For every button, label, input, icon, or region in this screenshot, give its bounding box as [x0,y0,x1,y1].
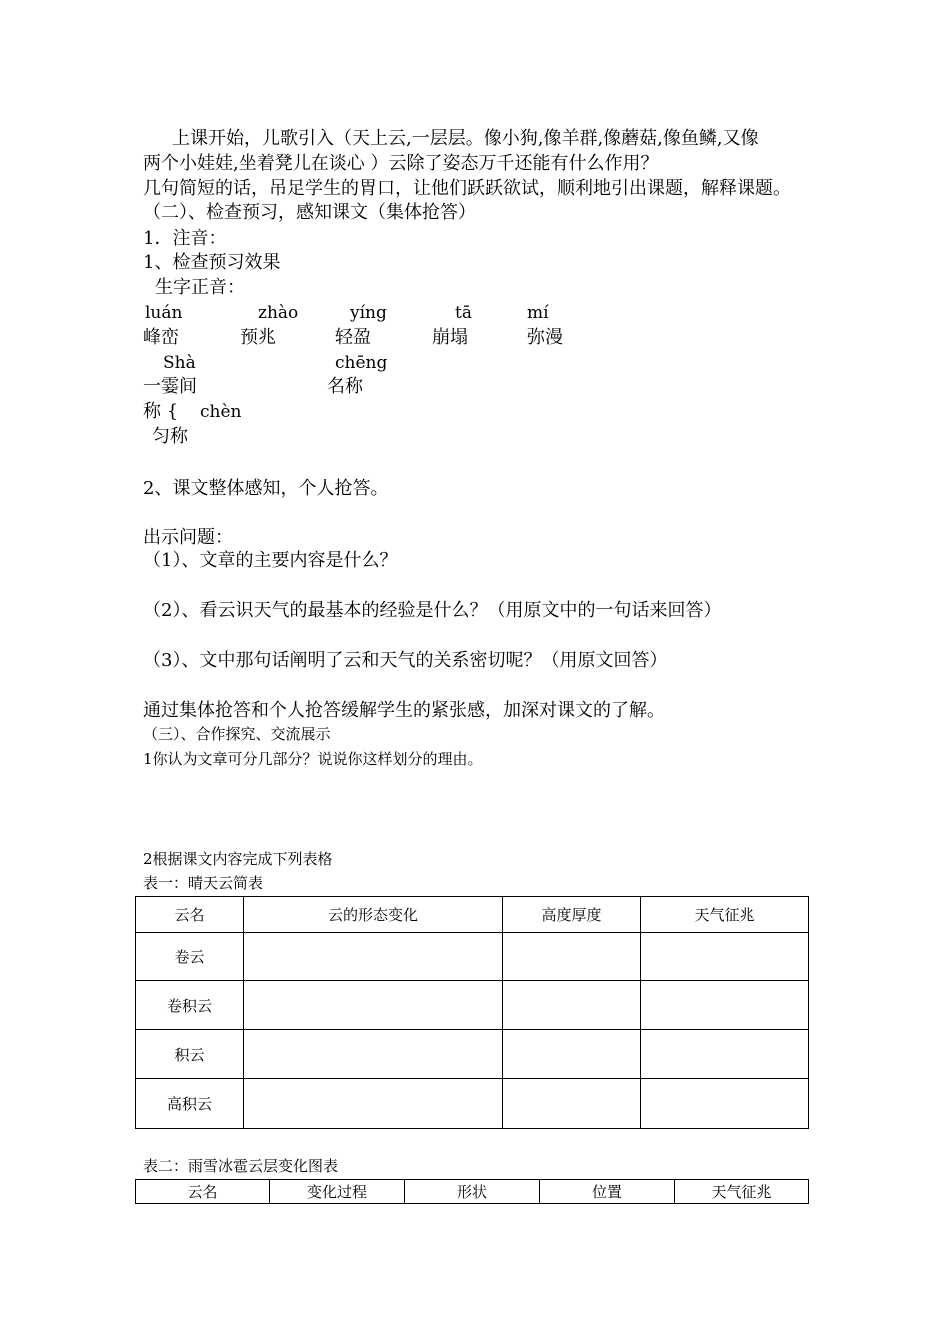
header-cell: 云名 [136,1180,270,1204]
empty-cell [641,981,809,1030]
task-2: 2根据课文内容完成下列表格 [143,850,333,868]
table-row [136,1030,809,1079]
polyphone-brace: 称 { [143,401,179,422]
vocab-word: 轻盈 [335,327,371,348]
pinyin: yíng [350,303,387,323]
pinyin: zhào [258,303,299,323]
vocab-word: 名称 [327,376,363,397]
empty-cell [244,933,503,981]
empty-cell [503,1030,641,1079]
pinyin: mí [527,303,549,323]
vocab-word: 崩塌 [432,327,468,348]
phonetic-item: 1．注音： [143,228,227,249]
section-2-heading: （二）、检查预习，感知课文（集体抢答） [143,202,476,223]
pinyin: chēng [335,353,388,373]
intro-line-2: 两个小娃娃,坐着凳儿在谈心 ）云除了姿态万千还能有什么作用？ [143,153,659,174]
table-precipitation-clouds [135,1179,809,1204]
empty-cell [641,1079,809,1129]
empty-cell [641,933,809,981]
pinyin: Shà [163,353,196,373]
header-cell: 云名 [136,897,244,933]
intro-line-3: 几句简短的话，吊足学生的胃口，让他们跃跃欲试，顺利地引出课题，解释课题。 [143,178,791,199]
table-2-title: 表二：雨雪冰雹云层变化图表 [143,1157,339,1175]
cloud-name-cell: 卷积云 [136,981,244,1030]
empty-cell [503,1079,641,1129]
question: （2）、看云识天气的最基本的经验是什么？（用原文中的一句话来回答） [143,600,722,621]
pinyin: tā [455,303,472,323]
cloud-name-cell: 卷云 [136,933,244,981]
empty-cell [244,1079,503,1129]
table-row [136,981,809,1030]
vocab-word: 一霎间 [143,376,197,397]
empty-cell [244,1030,503,1079]
summary-text: 通过集体抢答和个人抢答缓解学生的紧张感，加深对课文的了解。 [143,700,665,721]
task-1: 1你认为文章可分几部分？说说你这样划分的理由。 [143,750,483,768]
cloud-name-cell: 积云 [136,1030,244,1079]
vocab-word: 弥漫 [527,327,563,348]
pinyin: luán [145,303,183,323]
overall-perception-item: 2、课文整体感知，个人抢答。 [143,478,389,499]
question: （1）、文章的主要内容是什么？ [143,550,398,571]
vocab-word: 预兆 [240,327,276,348]
header-cell: 变化过程 [270,1180,405,1204]
table-sunny-clouds [135,896,809,1129]
preview-check-item: 1、检查预习效果 [143,252,281,273]
header-cell: 云的形态变化 [244,897,503,933]
pinyin: chèn [200,402,242,422]
header-cell: 形状 [405,1180,540,1204]
section-3-heading: （三）、合作探究、交流展示 [143,725,331,743]
questions-heading: 出示问题： [143,527,233,548]
table-1-title: 表一：晴天云简表 [143,874,264,892]
header-cell: 高度厚度 [503,897,641,933]
vocab-word: 匀称 [152,426,188,447]
empty-cell [503,933,641,981]
header-cell: 天气征兆 [641,897,809,933]
intro-line-1: 上课开始，儿歌引入（天上云,一层层。像小狗,像羊群,像蘑菇,像鱼鳞,又像 [172,128,759,149]
character-pronunciation-label: 生字正音： [155,277,245,298]
table-row [136,1079,809,1129]
table-header-row [136,897,809,933]
question: （3）、文中那句话阐明了云和天气的关系密切呢？（用原文回答） [143,650,668,671]
header-cell: 位置 [540,1180,675,1204]
vocab-word: 峰峦 [143,327,179,348]
empty-cell [503,981,641,1030]
empty-cell [244,981,503,1030]
cloud-name-cell: 高积云 [136,1079,244,1129]
header-cell: 天气征兆 [675,1180,809,1204]
table-header-row [136,1180,809,1204]
table-row [136,933,809,981]
empty-cell [641,1030,809,1079]
